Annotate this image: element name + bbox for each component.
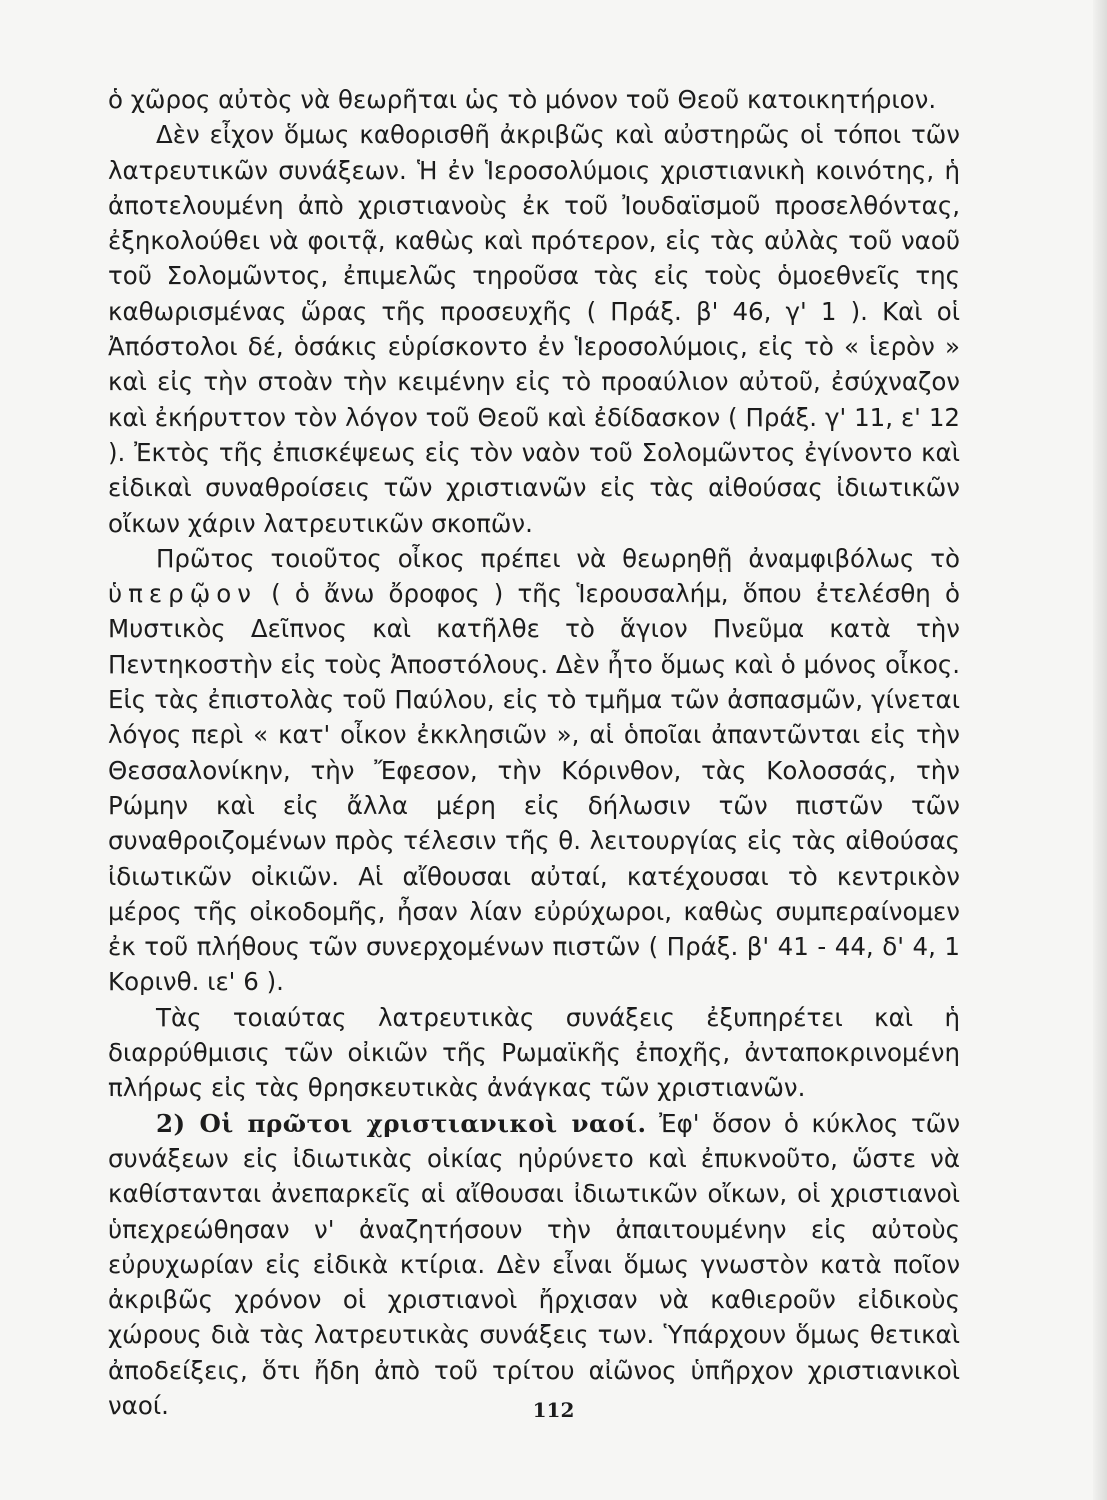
section-heading: 2) Οἱ πρῶτοι χριστιανικοὶ ναοί. bbox=[156, 1108, 647, 1138]
paragraph-1: ὁ χῶρος αὐτὸς νὰ θεωρῆται ὡς τὸ μόνον τοῦ Θεοῦ κατοικητήριον. bbox=[108, 85, 937, 114]
page-number: 112 bbox=[532, 1398, 575, 1422]
paragraph-4: Τὰς τοιαύτας λατρευτικὰς συνάξεις ἐξυπηρέτει καὶ ἡ διαρρύθμισις τῶν οἰκιῶν τῆς Ρωμαϊκῆς ἐποχῆς, ἀνταποκρινομένη πλήρως εἰς τὰς θρησκευτικὰς ἀνάγκας τῶν χριστιανῶν. bbox=[108, 1002, 960, 1103]
spaced-term: ὑπερῷον bbox=[108, 579, 257, 609]
paragraph-5 bbox=[108, 1106, 960, 1424]
body-text bbox=[108, 82, 960, 1423]
paragraph-3 bbox=[108, 541, 960, 1000]
paragraph-3-start: Πρῶτος τοιοῦτος οἶκος πρέπει νὰ θεωρηθῇ ἀναμφιβόλως τὸ bbox=[156, 543, 960, 573]
paragraph-3-rest: ( ὁ ἄνω ὄροφος ) τῆς Ἱερουσαλήμ, ὅπου ἐτελέσθη ὁ Μυστικὸς Δεῖπνος καὶ κατῆλθε τὸ ἅγιον Πνεῦμα κατὰ τὴν Πεντηκοστὴν εἰς τοὺς Ἀποστόλους. Δὲν ἦτο ὅμως καὶ ὁ μόνος οἶκος. Εἰς τὰς ἐπιστολὰς τοῦ Παύλου, εἰς τὸ τμῆμα τῶν ἀσπασμῶν, γίνεται λόγος περὶ « κατ' οἶκον ἐκκλησιῶν », αἱ ὁποῖαι ἀπαντῶνται εἰς τὴν Θεσσαλονίκην, τὴν Ἔφεσον, τὴν Κόρινθον, τὰς Κολοσσάς, τὴν Ρώμην καὶ εἰς ἄλλα μέρη εἰς δήλωσιν τῶν πιστῶν τῶν συναθροιζομένων πρὸς τέλεσιν τῆς θ. λειτουργίας εἰς τὰς αἰθούσας ἰδιωτικῶν οἰκιῶν. Αἱ αἴθουσαι αὐταί, κατέχουσαι τὸ κεντρικὸν μέρος τῆς οἰκοδομῆς, ἦσαν λίαν εὐρύχωροι, καθὼς συμπεραίνομεν ἐκ τοῦ πλήθους τῶν συνερχομένων πιστῶν ( Πράξ. β' 41 - 44, δ' 4, 1 Κορινθ. ιε' 6 ). bbox=[108, 579, 961, 997]
page-edge-shadow bbox=[1093, 0, 1107, 1500]
paragraph-5-text: Ἐφ' ὅσον ὁ κύκλος τῶν συνάξεων εἰς ἰδιωτικὰς οἰκίας ηὐρύνετο καὶ ἐπυκνοῦτο, ὥστε νὰ καθίστανται ἀνεπαρκεῖς αἱ αἴθουσαι ἰδιωτικῶν οἴκων, οἱ χριστιανοὶ ὑπεχρεώθησαν ν' ἀναζητήσουν τὴν ἀπαιτουμένην εἰς αὐτοὺς εὐρυχωρίαν εἰς εἰδικὰ κτίρια. Δὲν εἶναι ὅμως γνωστὸν κατὰ ποῖον ἀκριβῶς χρόνον οἱ χριστιανοὶ ἤρχισαν νὰ καθιεροῦν εἰδικοὺς χώρους διὰ τὰς λατρευτικὰς συνάξεις των. Ὑπάρχουν ὅμως θετικαὶ ἀποδείξεις, ὅτι ἤδη ἀπὸ τοῦ τρίτου αἰῶνος ὑπῆρχον χριστιανικοὶ ναοί. bbox=[108, 1108, 960, 1420]
paragraph-2: Δὲν εἶχον ὅμως καθορισθῆ ἀκριβῶς καὶ αὐστηρῶς οἱ τόποι τῶν λατρευτικῶν συνάξεων. Ἡ ἐν Ἱεροσολύμοις χριστιανικὴ κοινότης, ἡ ἀποτελουμένη ἀπὸ χριστιανοὺς ἐκ τοῦ Ἰουδαϊσμοῦ προσελθόντας, ἐξηκολούθει νὰ φοιτᾷ, καθὼς καὶ πρότερον, εἰς τὰς αὐλὰς τοῦ ναοῦ τοῦ Σολομῶντος, ἐπιμελῶς τηροῦσα τὰς εἰς τοὺς ὁμοεθνεῖς της καθωρισμένας ὥρας τῆς προσευχῆς ( Πράξ. β' 46, γ' 1 ). Καὶ οἱ Ἀπόστολοι δέ, ὁσάκις εὑρίσκοντο ἐν Ἱεροσολύμοις, εἰς τὸ « ἱερὸν » καὶ εἰς τὴν στοὰν τὴν κειμένην εἰς τὸ προαύλιον αὐτοῦ, ἐσύχναζον καὶ ἐκήρυττον τὸν λόγον τοῦ Θεοῦ καὶ ἐδίδασκον ( Πράξ. γ' 11, ε' 12 ). Ἐκτὸς τῆς ἐπισκέψεως εἰς τὸν ναὸν τοῦ Σολομῶντος ἐγίνοντο καὶ εἰδικαὶ συναθροίσεις τῶν χριστιανῶν εἰς τὰς αἰθούσας ἰδιωτικῶν οἴκων χάριν λατρευτικῶν σκοπῶν. bbox=[108, 120, 960, 538]
